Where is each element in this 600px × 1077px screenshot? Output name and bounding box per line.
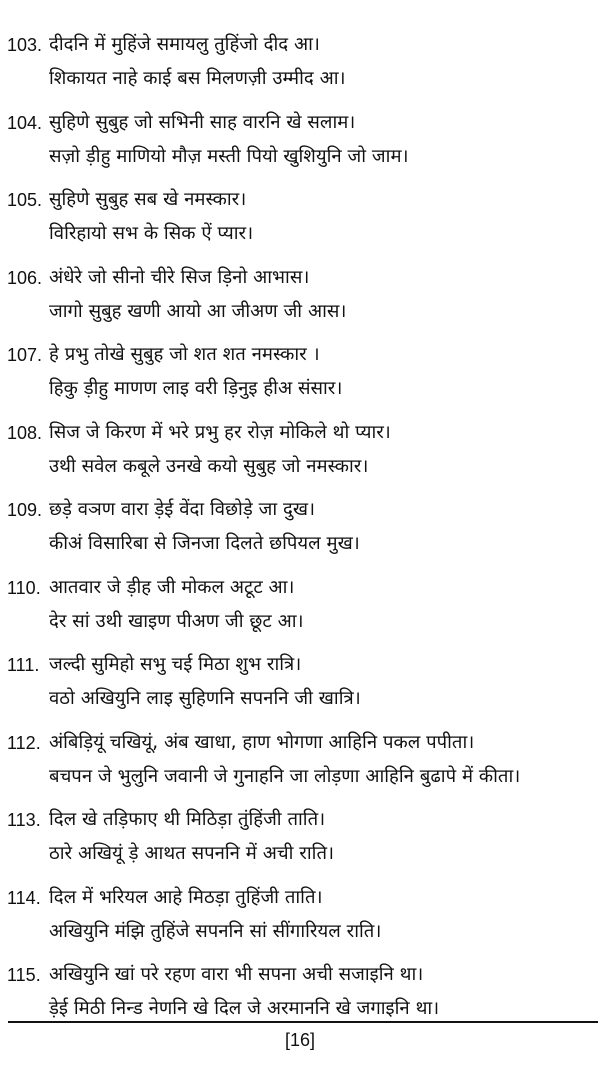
verse-block [0,416,600,494]
footer-rule [8,1021,598,1023]
verse-number: 115. [7,965,41,985]
verse-number: 108. [7,422,43,443]
verse-number: 104. [7,112,43,133]
verse-line-1: दिल में भरियल आहे मिठड़ा तुहिंजी ताति। [49,886,323,908]
verse-number: 113. [7,810,41,830]
verse-line-2: उथी सवेल कबूले उनखे कयो सुबुह जो नमस्कार। [49,455,369,477]
verse-line-2: विरिहायो सभ के सिक ऐं प्यार। [49,223,254,244]
verse-line-1: दीदनि में मुहिंजे समायलु तुहिंजो दीद आ। [49,34,320,55]
verse-line-1: सिज जे किरण में भरे प्रभु हर रोज़ मोकिले थो प्यार। [49,421,391,443]
verse-line-2: अखियुनि मंझि तुहिंजे सपननि सां सींगारियल राति। [49,920,382,942]
verse-line-2: देर सां उथी खाइण पीअण जी छूट आ। [49,610,304,632]
verse-block [0,571,600,649]
verse-block [0,726,600,804]
verse-block [0,106,600,184]
verse-number: 106. [7,267,43,288]
verse-line-2: कीअं विसारिबा से जिनजा दिलते छपियल मुख। [49,533,360,554]
verse-list [0,28,600,1036]
verse-number: 110. [7,577,41,598]
verse-line-2: हिकु ड़ीहु माणण लाइ वरी ड़िनुइ हीअ संसार। [49,378,343,399]
verse-number: 112. [7,732,41,753]
verse-line-1: जल्दी सुमिहो सभु चई मिठा शुभ रात्रि। [49,654,302,675]
verse-block [0,28,600,106]
verse-block [0,338,600,416]
verse-number: 103. [7,35,43,55]
verse-block [0,648,600,726]
verse-line-2: वठो अखियुनि लाइ सुहिणनि सपननि जी खात्रि। [49,688,361,709]
verse-line-1: अखियुनि खां परे रहण वारा भी सपना अची सजाइनि था। [49,964,424,985]
verse-line-1: दिल खे तड़िफाए थी मिठिड़ा तुंहिंजी ताति। [49,809,326,830]
verse-line-1: अंबिड़ियूं चखियूं, अंब खाधा, हाण भोगणा आहिनि पकल पपीता। [49,731,475,753]
verse-number: 107. [7,345,43,365]
verse-line-2: शिकायत नाहे काई बस मिलणज़ी उम्मीद आ। [49,68,346,89]
verse-block [0,881,600,959]
verse-block [0,261,600,339]
verse-line-2: ड़ेई मिठी निन्ड नेणनि खे दिल जे अरमाननि खे जगाइनि था। [49,998,440,1019]
verse-line-1: आतवार जे ड़ीह जी मोकल अटूट आ। [49,576,295,598]
verse-block [0,183,600,261]
verse-block [0,803,600,881]
verse-number: 105. [7,190,43,210]
verse-line-1: हे प्रभु तोखे सुबुह जो शत शत नमस्कार । [49,344,320,365]
page-number: [16] [284,1030,316,1050]
verse-block [0,958,600,1036]
verse-line-2: ठारे अखियूं ड़े आथत सपननि में अची राति। [49,843,335,864]
verse-block [0,493,600,571]
verse-line-2: जागो सुबुह खणी आयो आ जीअण जी आस। [49,300,347,322]
verse-line-1: छड़े वञण वारा ड़ेई वेंदा विछोड़े जा दुख। [49,499,315,520]
verse-line-2: सज़ो ड़ीहु माणियो मौज़ मस्ती पियो खुशियुनि जो जाम। [49,145,409,167]
verse-number: 109. [7,500,43,520]
verse-line-1: सुहिणे सुबुह जो सभिनी साह वारनि खे सलाम। [49,111,356,133]
verse-line-1: सुहिणे सुबुह सब खे नमस्कार। [49,189,247,210]
verse-line-1: अंधेरे जो सीनो चीरे सिज ड़िनो आभास। [49,266,310,288]
verse-line-2: बचपन जे भुलुनि जवानी जे गुनाहनि जा लोड़णा आहिनि बुढापे में कीता। [49,765,521,787]
verse-number: 111. [7,655,40,675]
verse-number: 114. [7,887,41,908]
